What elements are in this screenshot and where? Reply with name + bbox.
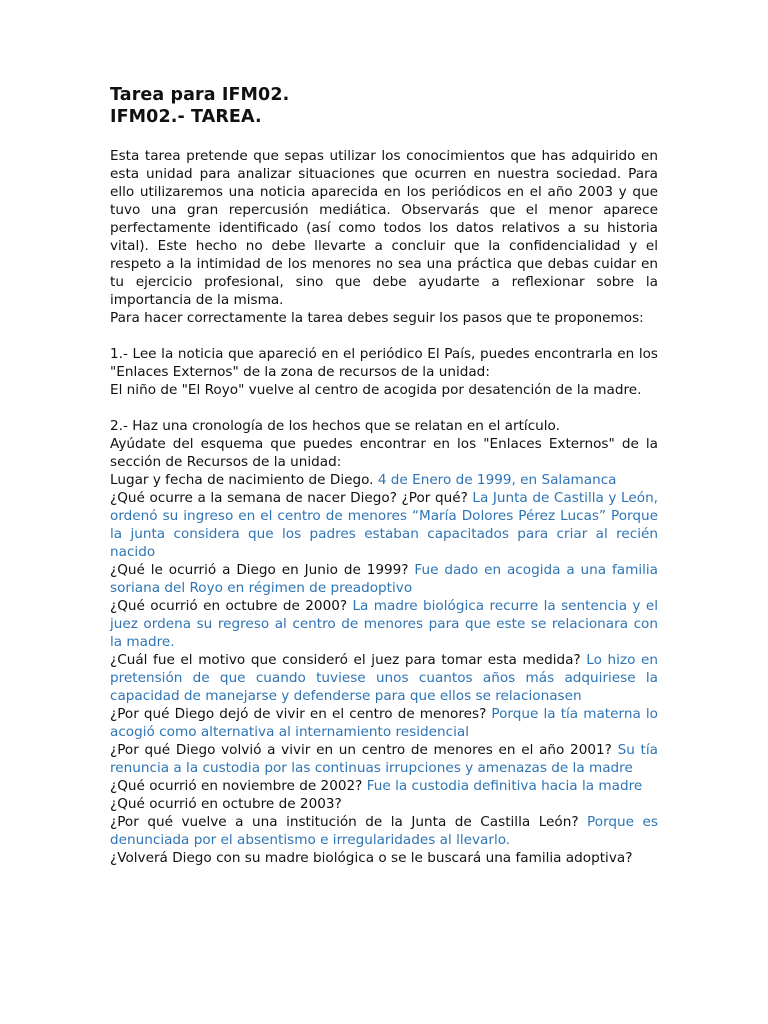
document-page bbox=[110, 84, 658, 867]
title-line-2: IFM02.- TAREA. bbox=[110, 107, 262, 127]
qa-item bbox=[110, 849, 658, 867]
intro-paragraph: Esta tarea pretende que sepas utilizar los conocimientos que has adquirido en esta unidad para analizar situaciones que ocurren en nuestra sociedad. Para ello utilizaremos una noticia aparecida en los periódicos en el año 2003 y que tuvo una gran repercusión mediática. Observarás que el menor aparece perfectamente identificado (así como todos los datos relativos a su historia vital). Este hecho no debe llevarte a concluir que la confidencialidad y el respeto a la intimidad de los menores no sea una práctica que debas cuidar en tu ejercicio profesional, sino que debe ayudarte a reflexionar sobre la importancia de la misma. bbox=[110, 148, 658, 308]
answer-text: 4 de Enero de 1999, en Salamanca bbox=[377, 472, 617, 488]
document-body bbox=[110, 147, 658, 867]
qa-item bbox=[110, 795, 658, 813]
answer-text: Lo hizo en pretensión de que cuando tuviese unos cuantos años más adquiriese la capacidad de manejarse y defenderse para que ellos se relacionasen bbox=[110, 652, 658, 704]
answer-text: Porque la tía materna lo acogió como alternativa al internamiento residencial bbox=[110, 706, 658, 740]
question-text: Lugar y fecha de nacimiento de Diego. bbox=[110, 472, 378, 488]
qa-item bbox=[110, 813, 658, 849]
question-text: ¿Por qué vuelve a una institución de la Junta de Castilla León? bbox=[110, 814, 588, 830]
question-text: ¿Qué ocurrió en octubre de 2003? bbox=[110, 796, 342, 812]
question-text: ¿Por qué Diego dejó de vivir en el centro de menores? bbox=[110, 706, 492, 722]
step-2-paragraph: 2.- Haz una cronología de los hechos que se relatan en el artículo. bbox=[110, 418, 560, 434]
question-text: ¿Qué ocurre a la semana de nacer Diego? ¿Por qué? bbox=[110, 490, 473, 506]
blank-line bbox=[110, 327, 658, 345]
news-headline: El niño de "El Royo" vuelve al centro de acogida por desatención de la madre. bbox=[110, 382, 642, 398]
blank-line bbox=[110, 399, 658, 417]
step-1-paragraph: 1.- Lee la noticia que apareció en el periódico El País, puedes encontrarla en los "Enlaces Externos" de la zona de recursos de la unidad: bbox=[110, 346, 658, 380]
instructions-paragraph: Para hacer correctamente la tarea debes seguir los pasos que te proponemos: bbox=[110, 310, 644, 326]
qa-item bbox=[110, 777, 658, 795]
title-line-1: Tarea para IFM02. bbox=[110, 85, 290, 105]
document-title bbox=[110, 84, 658, 128]
answer-text: Fue la custodia definitiva hacia la madre bbox=[366, 778, 643, 794]
qa-item bbox=[110, 489, 658, 561]
qa-item bbox=[110, 597, 658, 651]
answer-text: La Junta de Castilla y León, ordenó su ingreso en el centro de menores “María Dolores Pérez Lucas” Porque la junta considera que los padres estaban capacitados para criar al recién nacido bbox=[110, 490, 659, 560]
question-text: ¿Volverá Diego con su madre biológica o se le buscará una familia adoptiva? bbox=[110, 850, 633, 866]
step-2-help-paragraph: Ayúdate del esquema que puedes encontrar en los "Enlaces Externos" de la sección de Recursos de la unidad: bbox=[110, 436, 658, 470]
question-text: ¿Por qué Diego volvió a vivir en un centro de menores en el año 2001? bbox=[110, 742, 618, 758]
qa-item bbox=[110, 705, 658, 741]
question-text: ¿Qué le ocurrió a Diego en Junio de 1999? bbox=[110, 562, 415, 578]
question-text: ¿Cuál fue el motivo que consideró el juez para tomar esta medida? bbox=[110, 652, 587, 668]
qa-item bbox=[110, 651, 658, 705]
qa-item bbox=[110, 471, 658, 489]
answer-text: Porque es denunciada por el absentismo e irregularidades al llevarlo. bbox=[110, 814, 658, 848]
question-text: ¿Qué ocurrió en noviembre de 2002? bbox=[110, 778, 367, 794]
answer-text: La madre biológica recurre la sentencia y el juez ordena su regreso al centro de menores para que este se relacionara con la madre. bbox=[110, 598, 658, 650]
answer-text: Fue dado en acogida a una familia soriana del Royo en régimen de preadoptivo bbox=[110, 562, 658, 596]
qa-item bbox=[110, 741, 658, 777]
answer-text: Su tía renuncia a la custodia por las continuas irrupciones y amenazas de la madre bbox=[110, 742, 658, 776]
question-text: ¿Qué ocurrió en octubre de 2000? bbox=[110, 598, 353, 614]
qa-item bbox=[110, 561, 658, 597]
